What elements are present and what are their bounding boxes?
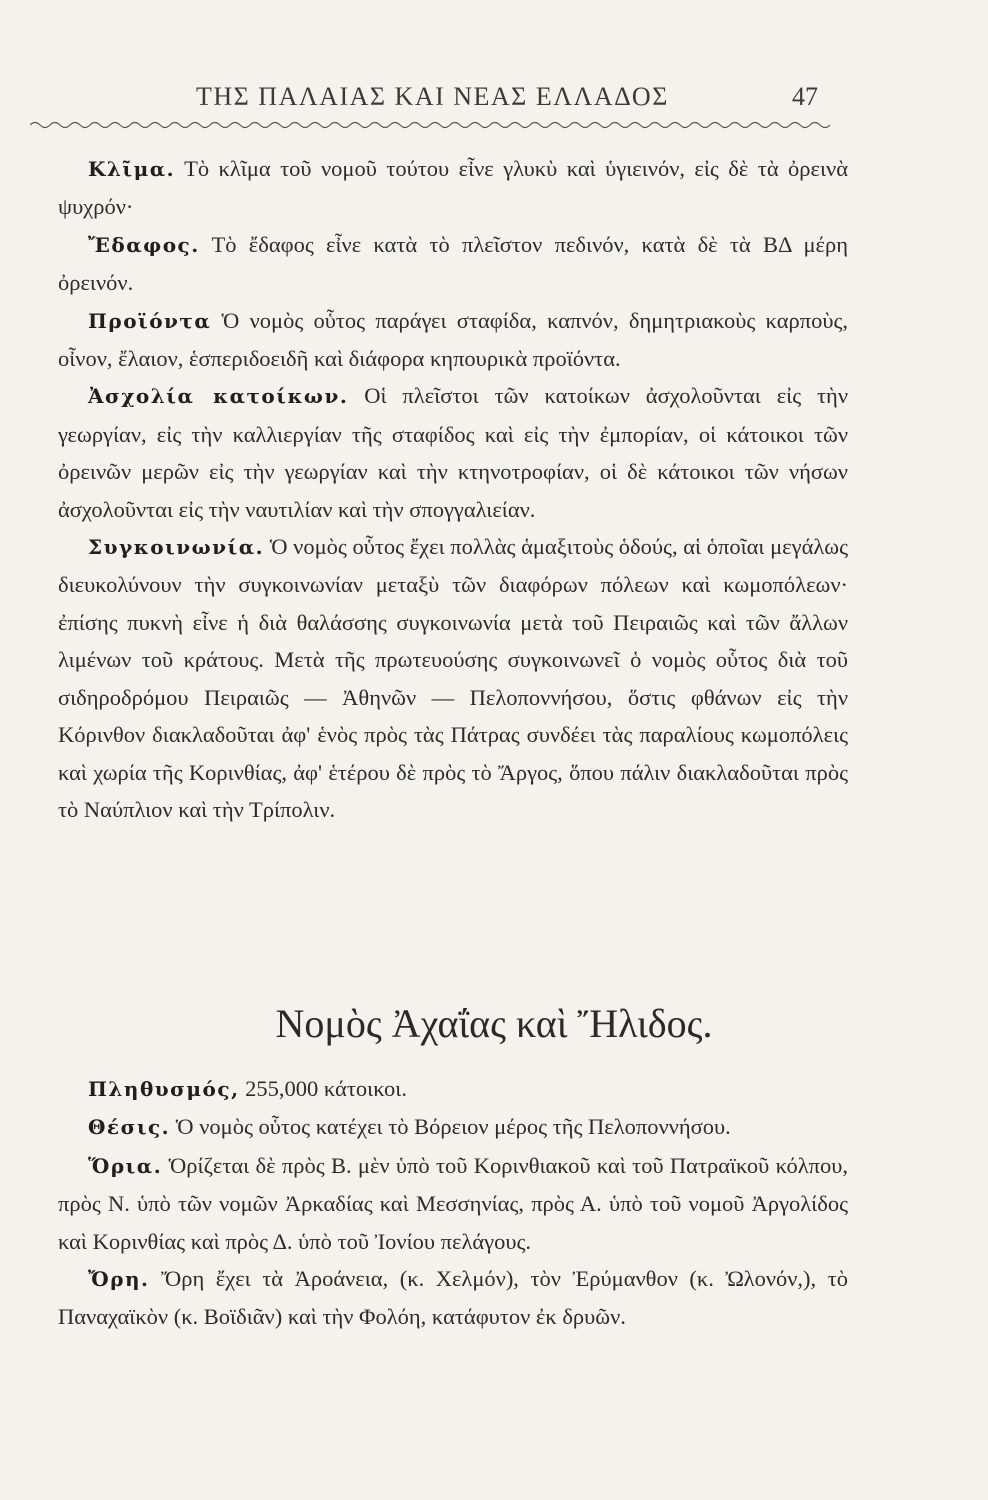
text-borders: Ὁρίζεται δὲ πρὸς Β. μὲν ὑπὸ τοῦ Κορινθιακοῦ καὶ τοῦ Πατραϊκοῦ κόλπου, πρὸς Ν. ὑπὸ τῶν νομῶν Ἀρκαδίας καὶ Μεσσηνίας, πρὸς Α. ὑπὸ τοῦ νομοῦ Ἀργολίδος καὶ Κορινθίας καὶ πρὸς Δ. ὑπὸ τοῦ Ἰονίου πελάγους.: [58, 1152, 848, 1254]
lead-occupation: Ἀσχολία κατοίκων.: [88, 384, 349, 409]
section-top: [58, 150, 848, 828]
text-soil: Τὸ ἔδαφος εἶνε κατὰ τὸ πλεῖστον πεδινόν, κατὰ δὲ τὰ ΒΔ μέρη ὀρεινόν.: [58, 231, 848, 296]
lead-mountains: Ὄρη.: [88, 1267, 150, 1292]
lead-soil: Ἔδαφος.: [88, 232, 200, 257]
wavy-rule-divider: [30, 118, 830, 132]
lead-products: Προϊόντα: [88, 308, 212, 333]
text-position: Ὁ νομὸς οὗτος κατέχει τὸ Βόρειον μέρος τῆς Πελοποννήσου.: [170, 1114, 731, 1140]
paragraph-borders: [58, 1147, 848, 1260]
text-products: Ὁ νομὸς οὗτος παράγει σταφίδα, καπνόν, δημητριακοὺς καρποὺς, οἶνον, ἔλαιον, ἑσπεριδοειδῆ καὶ διάφορα κηπουρικὰ προϊόντα.: [58, 307, 848, 372]
paragraph-products: [58, 302, 848, 378]
paragraph-population: [58, 1070, 848, 1108]
paragraph-occupation: [58, 377, 848, 528]
lead-position: Θέσις.: [88, 1115, 171, 1140]
text-occupation: Οἱ πλεῖστοι τῶν κατοίκων ἀσχολοῦνται εἰς τὴν γεωργίαν, εἰς τὴν καλλιεργίαν τῆς σταφίδος καὶ εἰς τὴν ἐμπορίαν, οἱ κάτοικοι τῶν ὀρεινῶν μερῶν εἰς τὴν γεωργίαν καὶ τὴν κτηνοτροφίαν, οἱ δὲ κάτοικοι τῶν νήσων ἀσχολοῦνται εἰς τὴν ναυτιλίαν καὶ τὴν σπογγαλιείαν.: [58, 383, 848, 522]
lead-population: Πληθυσμός,: [88, 1077, 240, 1101]
running-header: [0, 78, 988, 118]
text-mountains: Ὄρη ἔχει τὰ Ἀροάνεια, (κ. Χελμόν), τὸν Ἐρύμανθον (κ. Ὠλονόν,), τὸ Παναχαϊκὸν (κ. Βοϊδιᾶν) καὶ τὴν Φολόη, κατάφυτον ἐκ δρυῶν.: [58, 1266, 848, 1330]
lead-climate: Κλῖμα.: [88, 157, 176, 181]
paragraph-position: [58, 1108, 848, 1146]
text-climate: Τὸ κλῖμα τοῦ νομοῦ τούτου εἶνε γλυκὺ καὶ ὑγιεινόν, εἰς δὲ τὰ ὀρεινὰ ψυχρόν·: [58, 156, 848, 220]
running-title: ΤΗΣ ΠΑΛΑΙΑΣ ΚΑΙ ΝΕΑΣ ΕΛΛΑΔΟΣ: [196, 82, 669, 111]
paragraph-climate: [58, 150, 848, 226]
lead-communication: Συγκοινωνία.: [88, 535, 265, 560]
paragraph-mountains: [58, 1260, 848, 1336]
page-number: 47: [792, 82, 818, 111]
text-population: 255,000 κάτοικοι.: [239, 1076, 407, 1101]
lead-borders: Ὅρια.: [88, 1153, 163, 1178]
section-heading: Νομὸς Ἀχαΐας καὶ Ἤλιδος.: [275, 1001, 713, 1046]
text-communication: Ὁ νομὸς οὗτος ἔχει πολλὰς ἁμαξιτοὺς ὁδούς, αἱ ὁποῖαι μεγάλως διευκολύνουν τὴν συγκοινωνίαν μεταξὺ τῶν διαφόρων πόλεων καὶ κωμοπόλεων· ἐπίσης πυκνὴ εἶνε ἡ διὰ θαλάσσης συγκοινωνία μετὰ τοῦ Πειραιῶς καὶ τῶν ἄλλων λιμένων τοῦ κράτους. Μετὰ τῆς πρωτευούσης συγκοινωνεῖ ὁ νομὸς οὗτος διὰ τοῦ σιδηροδρόμου Πειραιῶς — Ἀθηνῶν — Πελοποννήσου, ὅστις φθάνων εἰς τὴν Κόρινθον διακλαδοῦται ἀφ' ἑνὸς πρὸς τὰς Πάτρας συνδέει τὰς παραλίους κωμοπόλεις καὶ χωρία τῆς Κορινθίας, ἀφ' ἑτέρου δὲ πρὸς τὸ Ἄργος, ὅπου πάλιν διακλαδοῦται πρὸς τὸ Ναύπλιον καὶ τὴν Τρίπολιν.: [58, 534, 848, 822]
paragraph-soil: [58, 226, 848, 302]
section-bottom: [58, 1070, 848, 1336]
paragraph-communication: [58, 528, 848, 828]
